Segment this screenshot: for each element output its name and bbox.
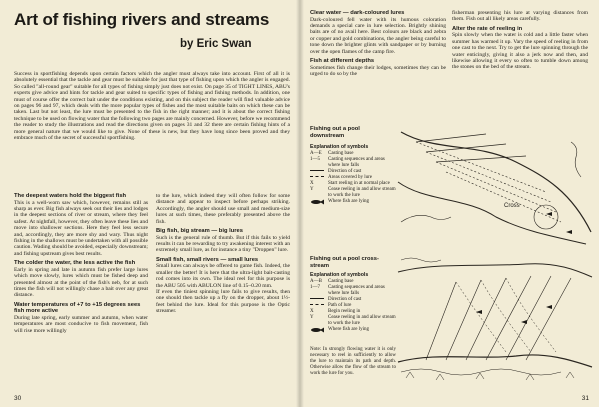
section-heading: Small fish, small rivers — small lures — [156, 256, 259, 263]
legend-symbol: 1—7 — [310, 285, 320, 290]
legend-symbol: Y — [310, 315, 314, 320]
legend-symbol: 1—5 — [310, 157, 320, 162]
diagram1-legend — [310, 144, 396, 208]
section-heading: The deepest waters hold the biggest fish — [14, 193, 127, 199]
legend-heading: Explanation of symbols — [310, 144, 369, 150]
legend-symbol: X — [310, 309, 314, 314]
right-column-2 — [452, 10, 588, 71]
legend-text: Direction of cast — [328, 169, 362, 174]
fish-icon — [310, 199, 324, 205]
legend-row — [310, 157, 396, 169]
right-page — [300, 0, 599, 407]
left-column-2 — [156, 193, 290, 315]
section-text: During late spring, early summer and autumn, when water temperatures are most conducive to fish movement, fish will rise more willingly — [14, 315, 148, 334]
diagram1-title: Fishing out a pool downstream — [310, 126, 360, 139]
fish-icon — [310, 327, 324, 333]
article-title: Art of fishing rivers and streams — [14, 10, 270, 29]
legend-text: Casting sequences and areas where lure falls — [328, 157, 385, 168]
section-text: Such is the general rule of thumb. But if this fails to yield results it can be rewarding to try awakening interest with an extremely small lure, as for instance a tiny "Droppen" lure. — [156, 234, 290, 254]
page-number-right: 31 — [581, 395, 589, 402]
legend-text: Where fish are lying — [328, 199, 369, 204]
diagram1-label: Cross — [504, 203, 520, 209]
section-heading: Alter the rate of reeling in — [452, 25, 523, 32]
right-column-1 — [310, 10, 446, 77]
section-heading: Water temperatures of +7 to +15 degrees sees fish more active — [14, 301, 141, 315]
legend-text: Direction of cast — [328, 297, 362, 302]
legend-text: Casting base — [328, 151, 354, 156]
solid-line-symbol — [310, 298, 324, 299]
dashed-line-symbol — [310, 304, 324, 305]
section-text: Sometimes fish change their lodges, sometimes they can be urged to do so by the — [310, 64, 446, 78]
legend-text: Casting sequences and areas where lure falls — [328, 285, 385, 296]
section-text: Small lures can always be offered to game fish. Indeed, the smaller the better! It is here that the ultra-light bait-casting rod comes into its own. The ideal reel for this purpose is the ABU 505 with ABULON line of 0.15–0.20 mm. — [156, 263, 290, 289]
intro-paragraph: Success in sportfishing depends upon certain factors which the angler must always take into account. First of all it is absolutely essential that the tackle and gear must be suitable for just that type of fishing upon which the angler is engaged. So called "all-round gear" suitable for all types of fishing simply just does not exist. On page 35 of TIGHT LINES, ABU's experts give advice and hints for tackle and gear suited to specific types of fishing and fishing methods. In addition, one must of course offer the correct bait under the conditions existing, and on this subject the reader will find valuable advice on pages 96 and 97, which deals with the more popular types of fishes and the most suitable baits on which these can be taken. Last but not least, the lure must be presented to the fish in the right manner; and it is about the correct fishing technique to be used on flowing water that the following two pages are mainly concerned. However, before we recommend the reader to study the illustrations and read the directions given on pages 31 and 32 there are certain fishing hints of a more general nature that we would like to give. None of these is new, but they have long since been proved and they embrace much of the secret of successful sportfishing. — [14, 71, 290, 142]
legend-text: Cease reeling in and allow stream to work the lure — [328, 315, 396, 326]
page-number-left: 30 — [14, 395, 22, 402]
legend-row — [310, 199, 396, 208]
legend-text: Where fish are lying — [328, 327, 369, 332]
section-heading: Big fish, big stream — big lures — [156, 228, 243, 235]
legend-text: Start reeling in at normal place — [328, 181, 390, 186]
legend-text: Begin reeling in — [328, 309, 361, 314]
section-heading: The colder the water, the less active the fish — [14, 260, 136, 267]
diagram2-note: Note: In strongly flowing water it is only necessary to reel in sufficiently to allow the lure to maintain its path and depth. Otherwise allow the flow of the stream to work the lure for you. — [310, 347, 396, 376]
article-author: by Eric Swan — [180, 38, 252, 50]
legend-row — [310, 327, 396, 336]
section-text: fisherman presenting his lure at varying distances from them. Fish out all likely areas carefully. — [452, 10, 588, 23]
legend-text: Areas covered by lure — [328, 175, 373, 180]
legend-text: Path of lure — [328, 303, 352, 308]
diagram2-title: Fishing out a pool cross-stream — [310, 256, 379, 269]
section-text: Spin slowly when the water is cold and a little faster when summer has warmed it up. Vary the speed of reeling in from one cast to the next. Try to get the lure spinning through the water enticingly, giving it also a jerk now and then, and likewise allowing it every so often to tumble down among the stones on the bed of the stream. — [452, 32, 588, 71]
section-text: Early in spring and late in autumn fish prefer large lures which move slowly, lures which must be fished deep and presented almost at the point of the fish's neb, for at such times the fish will not willingly chase a bait over any great distance. — [14, 266, 148, 299]
legend-symbol: A—B — [310, 279, 322, 284]
left-column-1 — [14, 193, 148, 334]
legend-symbol: X — [310, 181, 314, 186]
legend-symbol: A—E — [310, 151, 322, 156]
section-text: If even the tiniest spinning lure fails to give results, then one should then tackle up a fly on the dropper, about 1½-feet behind the lure. Ideal for this purpose is the Optic streamer. — [156, 289, 290, 315]
section-text: to the lure, which indeed they will often follow for some distance and appear to inspect before perhaps striking. Accordingly, the angler should use small and medium-size lures at such times, these preferably presented above the fish. — [156, 193, 290, 225]
legend-symbol: Y — [310, 187, 314, 192]
diagram2-sketch — [396, 252, 594, 387]
legend-row — [310, 315, 396, 327]
legend-text: Casting base — [328, 279, 354, 284]
solid-line-symbol — [310, 170, 324, 171]
section-text: Dark-coloured fell water with its humous coloration demands a special care in lure selection. Brightly shining baits are of no avail here. Best colours are black and zebra or copper and gold combinations, the angler being careful to tone down the brighter glints with sandpaper or by burning over the open flames of the camp fire. — [310, 16, 446, 55]
section-text: This is a well-worn saw which, however, remains still as sharp as ever. Big fish always seek out their lies and lodges in the deepest sections of river or stream, where they feel safest. At nightfall, however, they often leave these lies and move into shallower sections. Here they feel less secure and, accordingly, they are more shy and wary. Thus night fishing in the shallows must be undertaken with all possible caution. Wading should be avoided, especially downstream; and fishing upstream gives best results. — [14, 199, 148, 257]
legend-row — [310, 187, 396, 199]
section-heading: Clear water — dark-coloured lures — [310, 10, 405, 16]
dashed-line-symbol — [310, 176, 324, 177]
legend-heading: Explanation of symbols — [310, 272, 369, 278]
diagram2-legend — [310, 272, 396, 336]
diagram1-sketch — [396, 122, 594, 246]
legend-text: Cease reeling in and allow stream to work the lure — [328, 187, 396, 198]
section-heading: Fish at different depths — [310, 58, 375, 65]
legend-row — [310, 285, 396, 297]
